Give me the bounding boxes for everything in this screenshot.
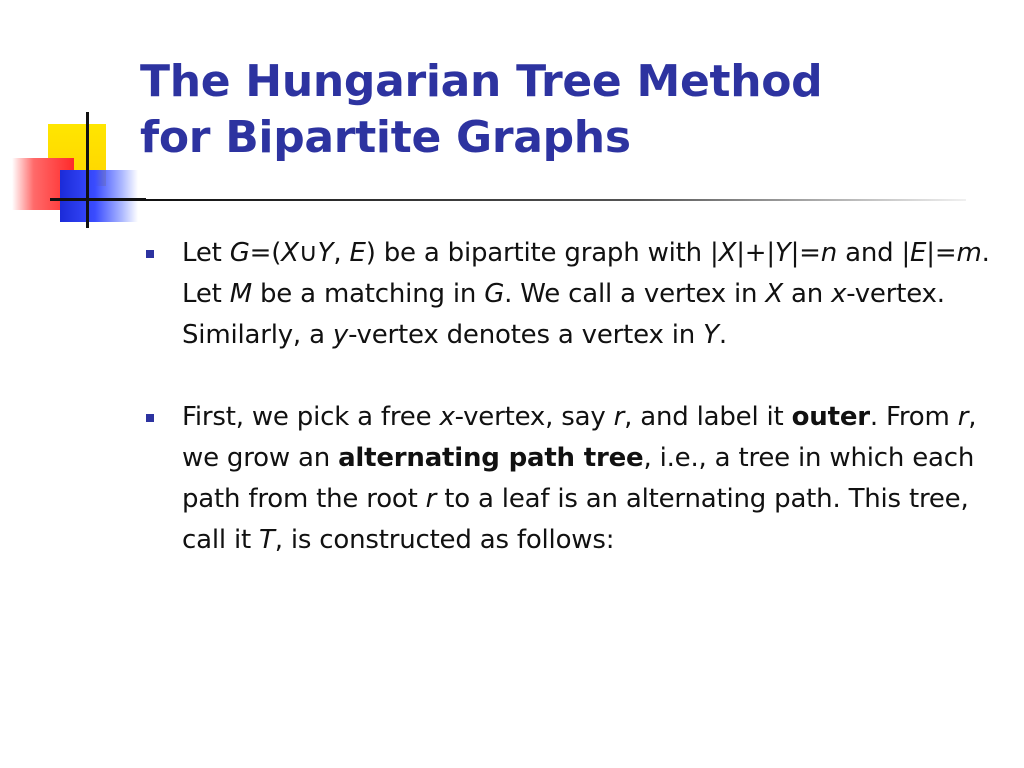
text-run: ,	[333, 238, 350, 268]
bold-term: outer	[791, 402, 870, 432]
slide-title-line-1: The Hungarian Tree Method	[140, 56, 823, 107]
text-run: -vertex, say	[454, 402, 614, 432]
text-run: |=	[790, 238, 821, 268]
math-variable: X	[718, 238, 737, 268]
text-run: , we grow an	[182, 402, 977, 473]
math-variable: Y	[703, 320, 719, 350]
math-variable: r	[613, 402, 625, 432]
math-variable: E	[910, 238, 927, 268]
math-variable: G	[229, 238, 250, 268]
math-variable: Y	[774, 238, 791, 268]
math-variable: G	[484, 279, 505, 309]
math-variable: X	[281, 238, 299, 268]
math-variable: X	[765, 279, 783, 309]
text-run: Let	[182, 238, 230, 268]
vertical-line-decoration	[86, 112, 89, 228]
math-variable: r	[957, 402, 969, 432]
square-bullet-icon	[146, 414, 154, 422]
bullet-paragraph-2	[140, 397, 990, 561]
math-variable: y	[332, 320, 349, 350]
blue-square-decoration	[60, 170, 138, 222]
bold-term: alternating path tree	[338, 443, 644, 473]
slide-body	[140, 233, 990, 561]
math-variable: Y	[317, 238, 334, 268]
text-run: and |	[837, 238, 911, 268]
math-variable: x	[831, 279, 847, 309]
text-run: to a leaf is an alternating path. This tree, call it	[182, 484, 969, 555]
text-run: -vertex. Similarly, a	[182, 279, 945, 350]
text-run: ) be a bipartite graph with |	[365, 238, 719, 268]
slide-title	[140, 54, 1000, 166]
text-run: , i.e., a tree in which each path from the root	[182, 443, 975, 514]
text-run: =(	[249, 238, 282, 268]
bullet-paragraph-1	[140, 233, 990, 356]
text-run: |+|	[736, 238, 775, 268]
text-run: . From	[869, 402, 958, 432]
text-run: First, we pick a free	[182, 402, 440, 432]
text-run: be a matching in	[251, 279, 485, 309]
square-bullet-icon	[146, 250, 154, 258]
text-run: ∪	[298, 238, 318, 268]
text-run: |=	[926, 238, 957, 268]
text-run: . Let	[182, 238, 990, 309]
math-variable: r	[425, 484, 437, 514]
horizontal-line-decoration	[50, 198, 146, 201]
bullet-text-1	[182, 238, 990, 350]
math-variable: E	[349, 238, 366, 268]
math-variable: m	[956, 238, 982, 268]
text-run: . We call a vertex in	[504, 279, 766, 309]
slide-title-line-2: for Bipartite Graphs	[140, 112, 631, 163]
math-variable: x	[439, 402, 455, 432]
text-run: -vertex denotes a vertex in	[348, 320, 704, 350]
math-variable: T	[259, 525, 275, 555]
decorative-logo	[0, 0, 160, 240]
text-run: , is constructed as follows:	[274, 525, 615, 555]
text-run: , and label it	[624, 402, 792, 432]
text-run: an	[782, 279, 832, 309]
title-underline	[146, 199, 966, 201]
math-variable: M	[229, 279, 252, 309]
math-variable: n	[820, 238, 838, 268]
bullet-text-2	[182, 402, 976, 555]
text-run: .	[718, 320, 727, 350]
